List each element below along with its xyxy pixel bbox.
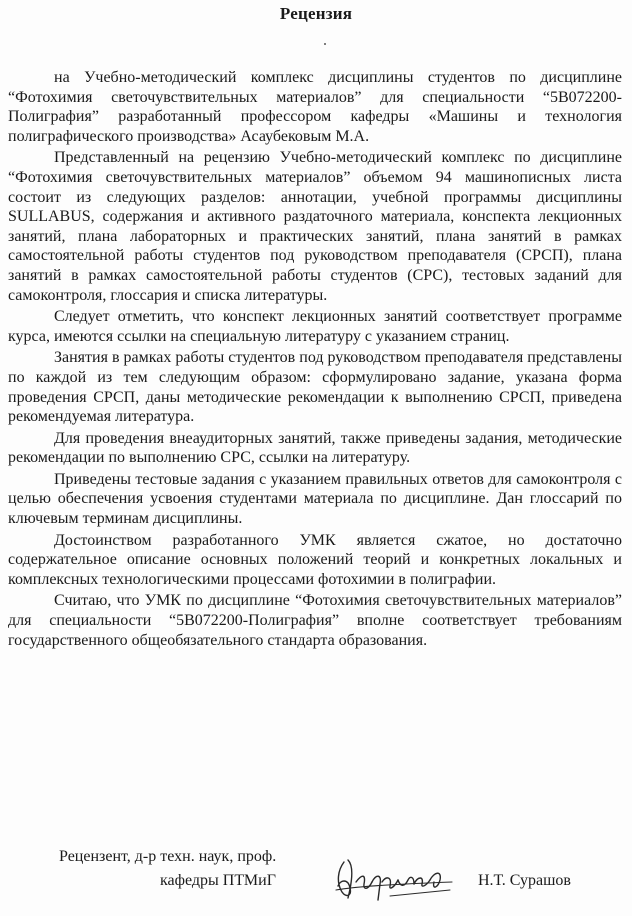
scan-speck xyxy=(324,43,326,45)
paragraph-conclusion: Считаю, что УМК по дисциплине “Фотохимия светочувствительных материалов” для специальности “5В072200-Полиграфия” вполне соответствует требованиям государственного общеобязательного стандарта образования. xyxy=(8,592,622,649)
paragraph-contents: Представленный на рецензию Учебно-методический комплекс по дисциплине “Фотохимия светочувствительных материалов” объемом 94 машинописных листа состоит из следующих разделов: аннотации, учебной программы дисциплины SULLABUS, содержания и активного раздаточного материала, конспекта лекционных занятий, плана лабораторных и практических занятий, плана занятий в рамках самостоятельной работы студентов под руководством преподавателя (СРСП), плана занятий в рамках самостоятельной работы студентов (СРС), тестовых заданий для самоконтроля, глоссария и списка литературы. xyxy=(8,149,622,304)
handwritten-signature xyxy=(330,852,460,906)
paragraph-lectures: Следует отметить, что конспект лекционных занятий соответствует программе курса, имеются ссылки на специальную литературу с указанием страниц. xyxy=(8,308,622,345)
paragraph-srsp: Занятия в рамках работы студентов под руководством преподавателя представлены по каждой из тем следующим образом: сформулировано задание, указана форма проведения СРСП, даны методические рекомендации к выполнению СРСП, приведена рекомендуемая литература. xyxy=(8,349,622,426)
paragraph-tests: Приведены тестовые задания с указанием правильных ответов для самоконтроля с целью обеспечения усвоения студентами материала по дисциплине. Дан глоссарий по ключевым терминам дисциплины. xyxy=(8,470,622,528)
reviewer-name: Н.Т. Сурашов xyxy=(478,872,571,889)
reviewer-title: Рецензент, д-р техн. наук, проф. xyxy=(59,848,277,865)
document-body xyxy=(8,68,622,652)
paragraph-extracurricular: Для проведения внеаудиторных занятий, также приведены задания, методические рекомендации по выполнению СРС, ссылки на литературу. xyxy=(8,429,622,467)
signature-block xyxy=(0,848,632,908)
reviewer-department: кафедры ПТМиГ xyxy=(160,872,276,889)
paragraph-intro: на Учебно-методический комплекс дисциплины студентов по дисциплине “Фотохимия светочувствительных материалов” для специальности “5В072200-Полиграфия” разработанный профессором кафедры «Машины и технология полиграфического производства» Асаубековым М.А. xyxy=(8,69,622,145)
paragraph-merits: Достоинством разработанного УМК является сжатое, но достаточно содержательное описание основных положений теорий и конкретных локальных и комплексных технологическими процессами фотохимии в полиграфии. xyxy=(8,531,622,588)
document-title: Рецензия xyxy=(279,4,353,23)
